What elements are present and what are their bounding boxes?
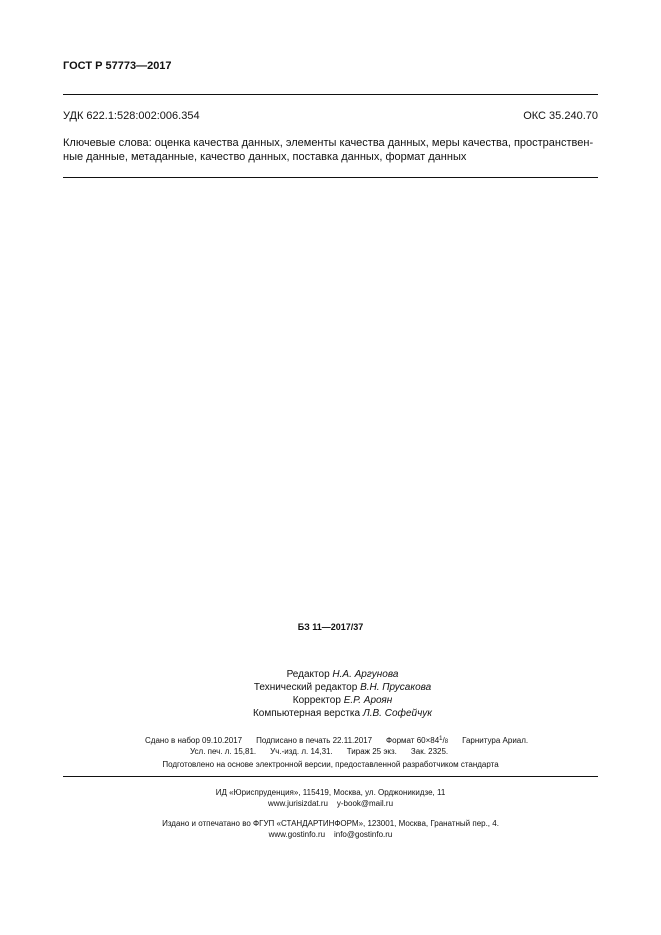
imprint-line-1 [145,735,528,746]
print-sheets: Усл. печ. л. 15,81. [190,747,257,756]
udk-code: УДК 622.1:528:002:006.354 [63,110,200,122]
credit-role: Технический редактор [253,682,358,693]
pub-sheets: Уч.-изд. л. 14,31. [270,747,333,756]
top-rule [63,94,598,95]
publisher-address: ИД «Юриспруденция», 115419, Москва, ул. Орджоникидзе, 11 [215,788,446,797]
document-code: ГОСТ Р 57773—2017 [63,60,172,72]
credit-role: Корректор [292,695,341,706]
bz-number: БЗ 11—2017/37 [297,622,364,632]
credit-editor [0,668,661,681]
oks-code: ОКС 35.240.70 [523,110,598,122]
keywords-line-1: Ключевые слова: оценка качества данных, элементы качества данных, меры качества, пространствен- [63,137,594,149]
credit-role: Компьютерная верстка [252,708,361,719]
format-denominator: 8 [444,739,449,745]
keywords-rule [63,177,598,178]
credit-name: В.Н. Прусакова [360,682,432,693]
credit-name: Е.Р. Ароян [343,695,393,706]
imprint-rule [63,776,598,777]
printer-address: Издано и отпечатано во ФГУП «СТАНДАРТИНФОРМ», 123001, Москва, Гранатный пер., 4. [162,819,499,828]
set-date: Сдано в набор 09.10.2017 [145,736,243,745]
credit-corrector [0,694,661,707]
keywords-line-2: ные данные, метаданные, качество данных, поставка данных, формат данных [63,151,467,163]
publisher-contacts: www.jurisizdat.ru y-book@mail.ru [267,799,394,808]
credit-layout [0,707,661,720]
credit-name: Н.А. Аргунова [332,669,399,680]
format-info: Формат $60\times 84^1/_8$ [386,736,449,745]
imprint-line-2 [190,746,448,757]
source-note: Подготовлено на основе электронной версии, предоставленной разработчиком стандарта [162,760,499,769]
credit-role: Редактор [286,669,330,680]
credit-tech-editor [0,681,661,694]
printer-contacts: www.gostinfo.ru info@gostinfo.ru [268,830,393,839]
format-numerator: 1 [439,736,443,742]
circulation: Тираж 25 экз. [346,747,397,756]
signed-date: Подписано в печать 22.11.2017 [256,736,373,745]
credit-name: Л.В. Софейчук [362,708,433,719]
format-prefix: Формат 60×84 [386,736,440,745]
font-info: Гарнитура Ариал. [462,736,529,745]
order-number: Зак. 2325. [410,747,449,756]
